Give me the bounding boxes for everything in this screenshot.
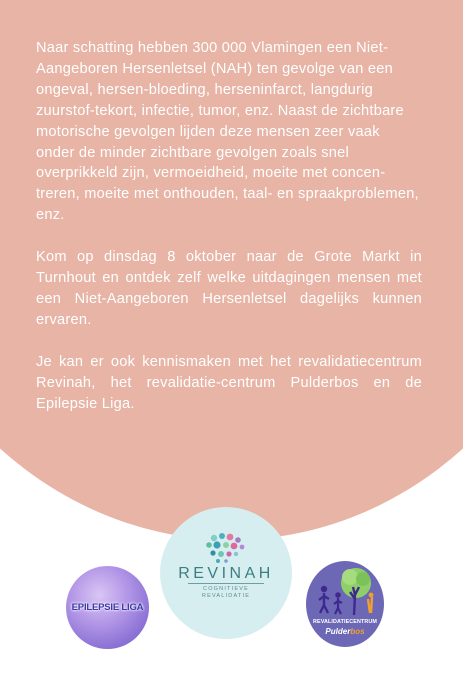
revinah-wordmark: REVINAH (178, 565, 274, 582)
paragraph-event: Kom op dinsdag 8 oktober naar de Grote Markt in Turnhout en ontdek zelf welke uitdagingen mensen met een Niet-Aangeboren Hersenletsel dagelijks kunnen ervaren. (36, 249, 422, 328)
body-text (36, 38, 422, 415)
pulderbos-logo (306, 561, 384, 647)
paragraph-intro: Naar schatting hebben 300 000 Vlamingen een Niet-Aangeboren Hersenletsel (NAH) ten gevolge van een ongeval, hersen-bloeding, herseninfarct, langdurig zuurstof-tekort, infectie, tumor, enz. Naast de zichtbare motorische gevolgen lijden deze mensen zeer vaak onder de minder zichtbare gevolgen zoals snel overprikkeld zijn, vermoeidheid, moeite met concen-treren, moeite met onthouden, taal- en spraakproblemen, enz. (36, 40, 419, 224)
revinah-tagline-line-1: COGNITIEVE (203, 586, 249, 592)
pulderbos-wordmark-part-2: bos (350, 627, 365, 636)
epilepsie-liga-wordmark: EPILEPSIE LIGA (71, 602, 144, 613)
revinah-dots-icon (200, 531, 250, 565)
pulderbos-wordmark-part-1: Pulder (325, 627, 351, 636)
revinah-logo (160, 507, 292, 639)
pulderbos-wordmark (306, 627, 384, 636)
revinah-divider (188, 583, 264, 584)
epilepsie-liga-logo (66, 566, 149, 649)
pulderbos-tree-figures-icon (310, 565, 380, 617)
paragraph-partners: Je kan er ook kennismaken met het revalidatiecentrum Revinah, het revalidatie-centrum Pulderbos en de Epilepsie Liga. (36, 353, 422, 412)
pulderbos-label: REVALIDATIECENTRUM (313, 619, 377, 625)
revinah-tagline (160, 586, 292, 600)
revinah-tagline-line-2: REVALIDATIE (201, 593, 251, 599)
